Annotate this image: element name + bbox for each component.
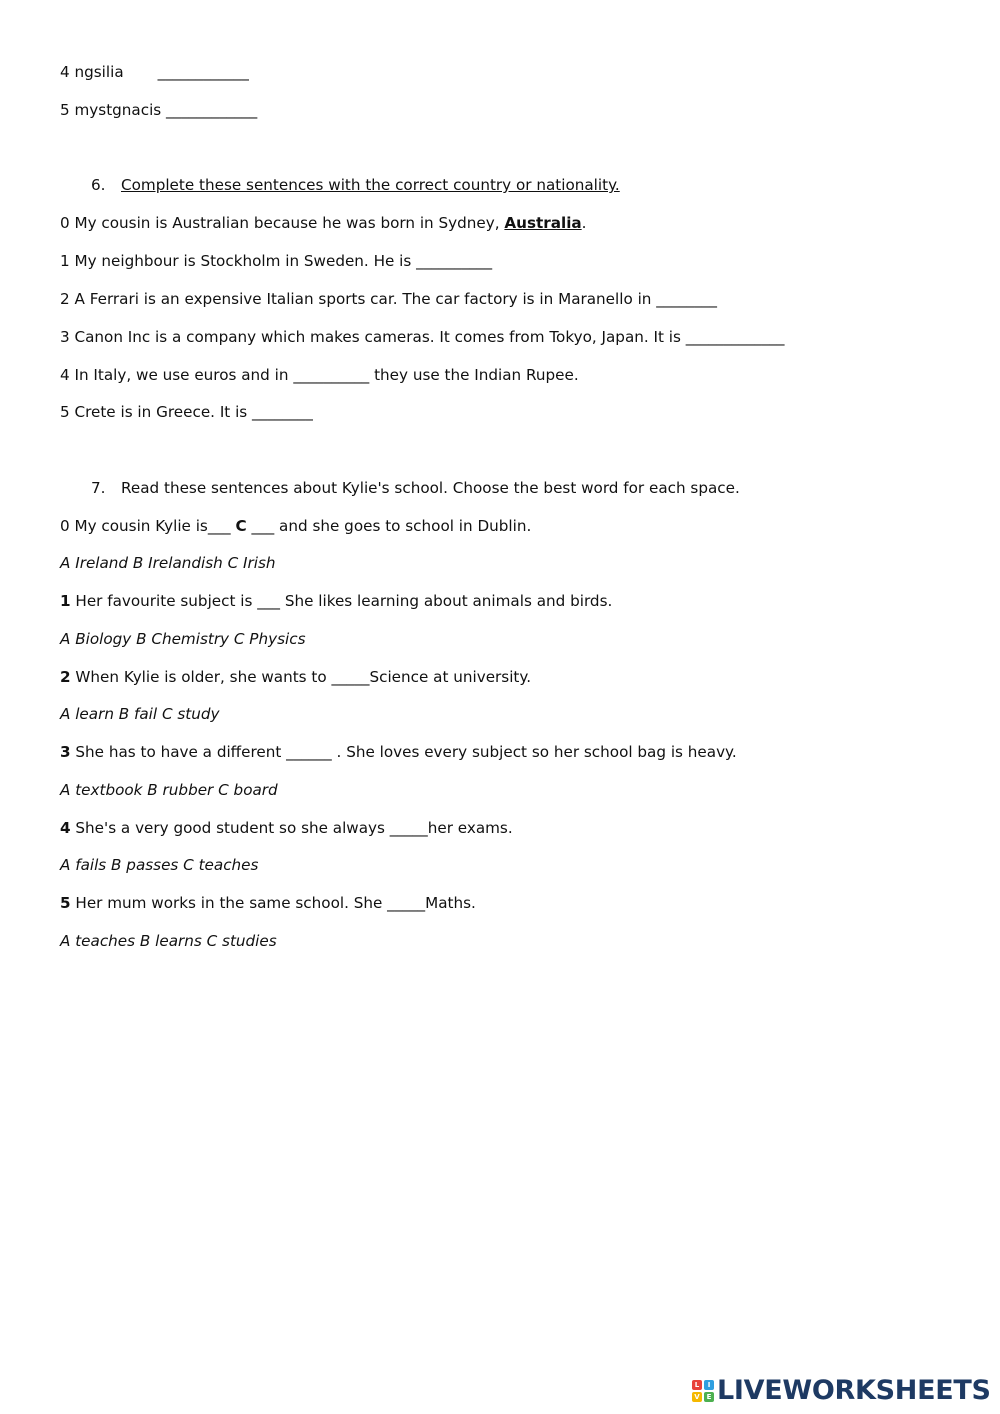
item-text: She has to have a different ______ . She loves every subject so her school bag is heavy. <box>70 743 737 761</box>
section-7-heading <box>91 478 740 498</box>
item-text: She's a very good student so she always _____her exams. <box>70 819 513 837</box>
answer-blank[interactable]: ____________ <box>157 63 249 81</box>
scramble-item-number: 4 <box>60 63 70 81</box>
example-suffix: ___ and she goes to school in Dublin. <box>246 517 532 535</box>
scrambled-word: ngsilia <box>74 63 124 81</box>
section-7-item[interactable] <box>60 742 737 762</box>
logo-mark-square: L <box>692 1380 702 1390</box>
section-number: 6. <box>91 176 106 194</box>
section-6-item[interactable]: 5 Crete is in Greece. It is ________ <box>60 403 313 421</box>
section-7-item[interactable] <box>60 591 612 611</box>
item-options[interactable]: A fails B passes C teaches <box>60 856 259 874</box>
example-text: 0 My cousin Kylie is___ <box>60 517 236 535</box>
example-text: 0 My cousin is Australian because he was born in Sydney, <box>60 214 505 232</box>
item-number: 1 <box>60 592 71 610</box>
example-options: A Ireland B Irelandish C Irish <box>60 554 276 572</box>
example-answer: Australia <box>504 214 582 232</box>
section-7-example <box>60 516 531 536</box>
scramble-item-4 <box>60 62 249 82</box>
section-6-heading <box>91 175 620 195</box>
scramble-item-number: 5 <box>60 101 70 119</box>
item-options[interactable]: A textbook B rubber C board <box>60 781 278 799</box>
logo-mark-square: I <box>704 1380 714 1390</box>
section-number: 7. <box>91 479 106 497</box>
section-instruction: Complete these sentences with the correct country or nationality. <box>121 176 620 194</box>
section-6-item[interactable]: 1 My neighbour is Stockholm in Sweden. He is __________ <box>60 252 493 270</box>
section-7-item[interactable] <box>60 818 513 838</box>
answer-blank[interactable]: ____________ <box>166 101 258 119</box>
item-number: 4 <box>60 819 71 837</box>
section-6-item[interactable]: 2 A Ferrari is an expensive Italian sports car. The car factory is in Maranello in ________ <box>60 290 718 308</box>
item-text: Her mum works in the same school. She _____Maths. <box>70 894 476 912</box>
section-7-item[interactable] <box>60 893 476 913</box>
example-answer: C <box>235 517 247 535</box>
section-6-item[interactable]: 4 In Italy, we use euros and in __________ they use the Indian Rupee. <box>60 366 579 384</box>
example-suffix: . <box>581 214 587 232</box>
scrambled-word: mystgnacis <box>74 101 162 119</box>
item-text: Her favourite subject is ___ She likes learning about animals and birds. <box>70 592 613 610</box>
section-instruction: Read these sentences about Kylie's school. Choose the best word for each space. <box>121 479 740 497</box>
section-6-item[interactable]: 3 Canon Inc is a company which makes cameras. It comes from Tokyo, Japan. It is _____________ <box>60 328 785 346</box>
item-number: 2 <box>60 668 71 686</box>
item-options[interactable]: A Biology B Chemistry C Physics <box>60 630 306 648</box>
item-text: When Kylie is older, she wants to _____Science at university. <box>70 668 532 686</box>
section-7-item[interactable] <box>60 667 531 687</box>
scramble-item-5 <box>60 100 257 120</box>
item-options[interactable]: A learn B fail C study <box>60 705 220 723</box>
item-number: 3 <box>60 743 71 761</box>
logo-text: LIVEWORKSHEETS <box>717 1375 991 1406</box>
item-options[interactable]: A teaches B learns C studies <box>60 932 277 950</box>
logo-mark-icon <box>692 1380 714 1402</box>
logo-mark-square: E <box>704 1392 714 1402</box>
section-6-example <box>60 213 586 233</box>
logo-mark-square: V <box>692 1392 702 1402</box>
liveworksheets-logo <box>692 1376 991 1406</box>
item-number: 5 <box>60 894 71 912</box>
